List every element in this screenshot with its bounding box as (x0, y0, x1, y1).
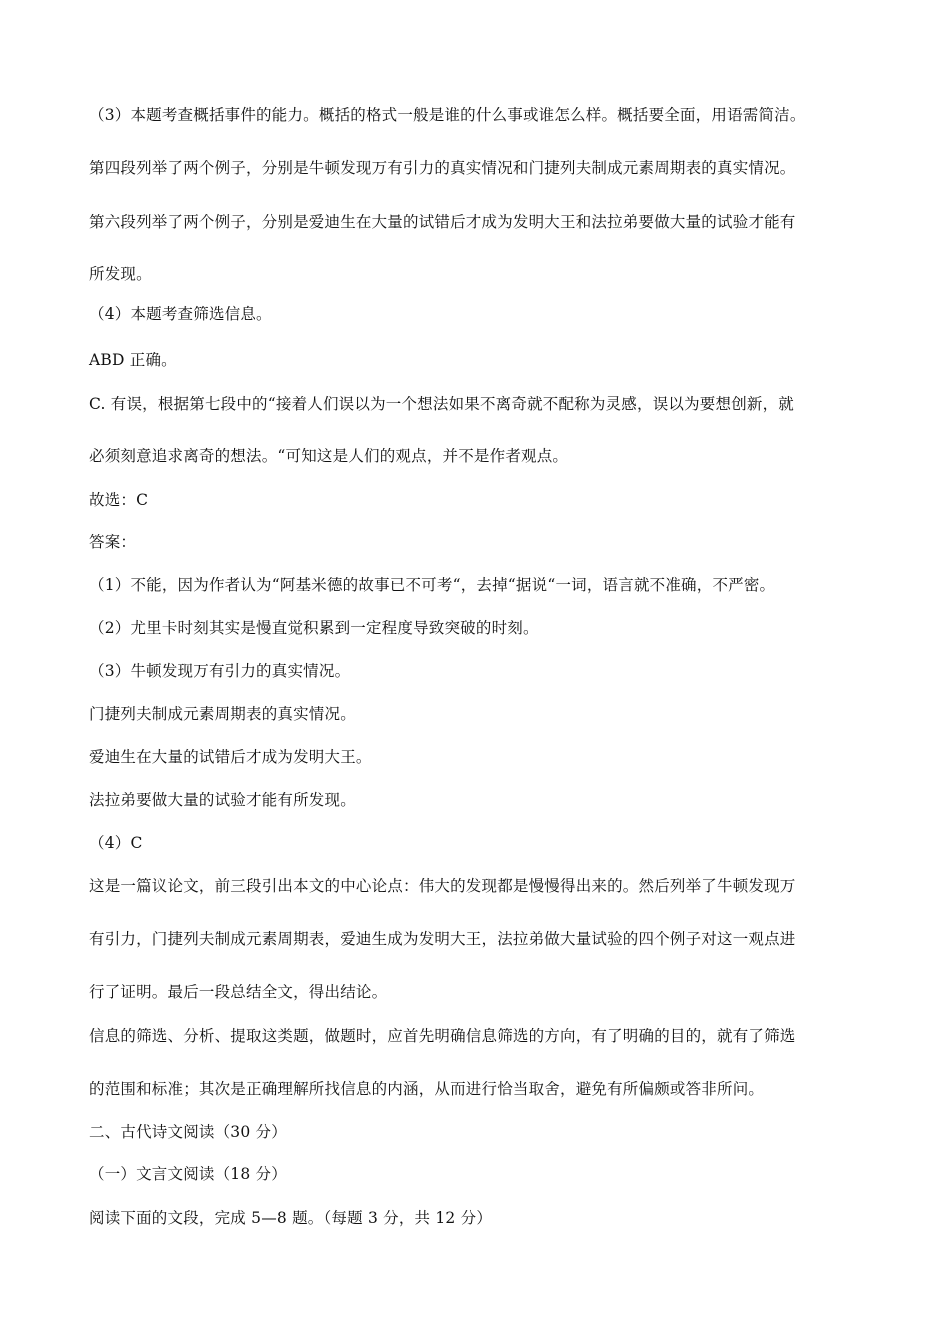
answer-1: （1）不能，因为作者认为“阿基米德的故事已不可考“，去掉“据说“一词，语言就不准确，不严密。 (89, 576, 776, 594)
summary-paragraph: 这是一篇议论文，前三段引出本文的中心论点：伟大的发现都是慢慢得出来的。然后列举了牛顿发现万 (89, 877, 796, 895)
subsection-heading-classical: （一）文言文阅读（18 分） (89, 1165, 287, 1183)
summary-paragraph-cont-1: 有引力，门捷列夫制成元素周期表，爱迪生成为发明大王，法拉弟做大量试验的四个例子对这一观点进 (89, 930, 796, 948)
paragraph-six-examples-cont: 所发现。 (89, 265, 152, 283)
method-paragraph: 信息的筛选、分析、提取这类题，做题时，应首先明确信息筛选的方向，有了明确的目的，就有了筛选 (89, 1027, 796, 1045)
answer-3-item-4: 法拉弟要做大量的试验才能有所发现。 (89, 791, 356, 809)
answer-3-item-3: 爱迪生在大量的试错后才成为发明大王。 (89, 748, 372, 766)
abd-correct: ABD 正确。 (89, 351, 177, 369)
method-paragraph-cont: 的范围和标准；其次是正确理解所找信息的内涵，从而进行恰当取舍，避免有所偏颇或答非所问。 (89, 1080, 765, 1098)
paragraph-four-examples: 第四段列举了两个例子，分别是牛顿发现万有引力的真实情况和门捷列夫制成元素周期表的真实情况。 (89, 159, 796, 177)
answer-2: （2）尤里卡时刻其实是慢直觉积累到一定程度导致突破的时刻。 (89, 619, 539, 637)
option-c-analysis-cont: 必须刻意追求离奇的想法。“可知这是人们的观点，并不是作者观点。 (89, 447, 569, 465)
paragraph-six-examples: 第六段列举了两个例子，分别是爱迪生在大量的试错后才成为发明大王和法拉弟要做大量的试验才能有 (89, 213, 796, 231)
choice-result: 故选：C (89, 491, 149, 509)
summary-paragraph-cont-2: 行了证明。最后一段总结全文，得出结论。 (89, 983, 388, 1001)
answer-3-explanation: （3）本题考查概括事件的能力。概括的格式一般是谁的什么事或谁怎么样。概括要全面，用语需简洁。 (89, 106, 806, 124)
answer-4-explanation: （4）本题考查筛选信息。 (89, 305, 272, 323)
answer-heading: 答案： (89, 533, 137, 551)
section-heading-ancient: 二、古代诗文阅读（30 分） (89, 1123, 287, 1141)
reading-instructions: 阅读下面的文段，完成 5—8 题。（每题 3 分，共 12 分） (89, 1209, 493, 1227)
answer-3: （3）牛顿发现万有引力的真实情况。 (89, 662, 351, 680)
answer-3-item-2: 门捷列夫制成元素周期表的真实情况。 (89, 705, 356, 723)
answer-4: （4）C (89, 834, 143, 852)
option-c-analysis: C. 有误，根据第七段中的“接着人们误以为一个想法如果不离奇就不配称为灵感，误以为要想创新，就 (89, 395, 794, 413)
